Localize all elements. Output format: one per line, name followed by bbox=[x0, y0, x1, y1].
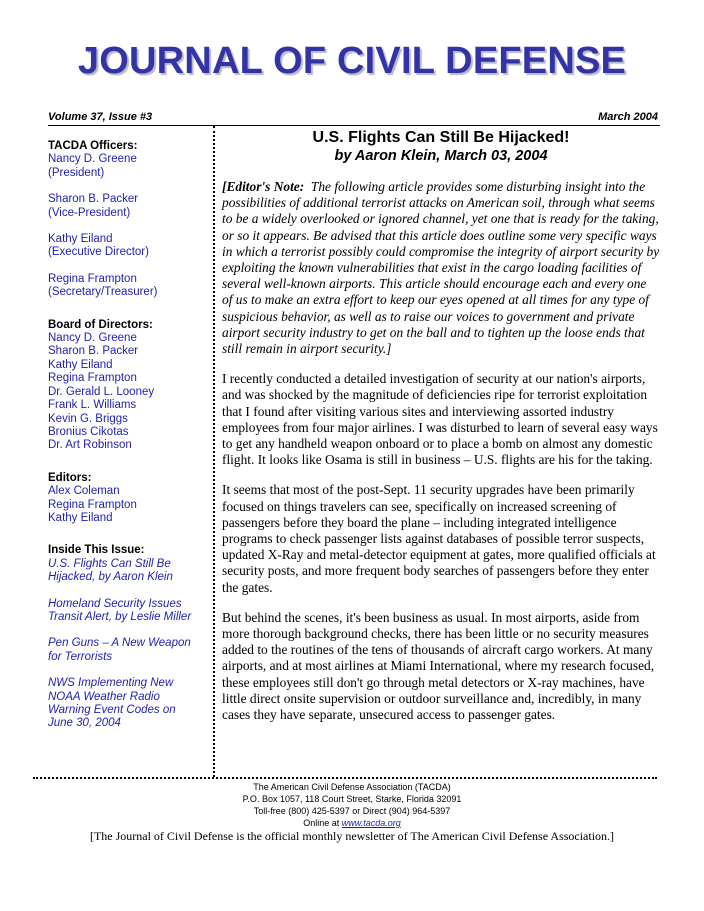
footer-phone: Toll-free (800) 425-5397 or Direct (904) 964-5397 bbox=[253, 806, 451, 816]
footer bbox=[0, 781, 704, 829]
inside-link-pen-guns[interactable]: Pen Guns – A New Weapon for Terrorists bbox=[48, 637, 191, 663]
officer-name: Sharon B. Packer bbox=[48, 193, 139, 206]
board-member: Kevin G. Briggs bbox=[48, 412, 128, 425]
officer-name: Regina Frampton bbox=[48, 272, 137, 285]
inside-link-nws-codes[interactable]: NWS Implementing New NOAA Weather Radio Warning Event Codes on June 30, 2004 bbox=[48, 677, 176, 730]
editor-note-label: [Editor's Note: bbox=[222, 179, 305, 194]
board-member: Regina Frampton bbox=[48, 372, 137, 385]
masthead-title: JOURNAL OF CIVIL DEFENSE bbox=[77, 40, 627, 82]
editor-name: Regina Frampton bbox=[48, 498, 137, 511]
officer-name: Kathy Eiland bbox=[48, 233, 113, 246]
volume-issue: Volume 37, Issue #3 bbox=[48, 111, 153, 123]
sidebar bbox=[48, 140, 208, 731]
inside-link-transit-alert[interactable]: Homeland Security Issues Transit Alert, by Leslie Miller bbox=[48, 597, 192, 623]
board-member: Kathy Eiland bbox=[48, 358, 113, 371]
article-title: U.S. Flights Can Still Be Hijacked! bbox=[312, 129, 570, 146]
article-paragraph: I recently conducted a detailed investigation of security at our nation's airports, and was shocked by the magnitude of deficiencies ripe for terrorist exploitation that I found after visiting various sites and interviewing assorted industry employees from four major airlines. I was disturbed to learn of several easy ways to get any handheld weapon onboard or to place a bomb on almost any domestic flight. It looks like Osama is still in business – U.S. flights are his for the taking. bbox=[222, 371, 658, 468]
newsletter-tagline: [The Journal of Civil Defense is the official monthly newsletter of The American Civil Defense Association.] bbox=[89, 829, 615, 843]
editor-name: Kathy Eiland bbox=[48, 511, 113, 524]
board-member: Bronius Cikotas bbox=[48, 425, 129, 438]
officers-heading: TACDA Officers: bbox=[48, 140, 138, 152]
inside-link-hijacked[interactable]: U.S. Flights Can Still Be Hijacked, by Aaron Klein bbox=[48, 557, 173, 584]
officer-role: (President) bbox=[48, 166, 105, 179]
editors-heading: Editors: bbox=[48, 471, 92, 484]
footer-address: P.O. Box 1057, 118 Court Street, Starke, Florida 32091 bbox=[242, 794, 462, 804]
article-paragraph: But behind the scenes, it's been business as usual. In most airports, aside from more thorough background checks, there has been little or no security measures added to the routines of the tens of thousands of aircraft cargo workers. At many airports, and at most airlines at Miami International, where my research focused, these employees still don't go through metal detectors or X-ray machines, have little direct onsite supervision or outdoor surveillance and, incredibly, in many cases they have separate, unsecured access to passenger gates. bbox=[222, 609, 655, 723]
editor-name: Alex Coleman bbox=[48, 485, 120, 498]
footer-online bbox=[0, 817, 704, 829]
board-heading: Board of Directors: bbox=[48, 318, 153, 331]
footer-divider bbox=[33, 777, 657, 779]
footer-org: The American Civil Defense Association (TACDA) bbox=[253, 782, 451, 792]
board-member: Nancy D. Greene bbox=[48, 332, 137, 345]
board-member: Frank L. Williams bbox=[48, 399, 137, 412]
officer-name: Nancy D. Greene bbox=[48, 153, 137, 166]
officer-role: (Vice-President) bbox=[48, 206, 131, 219]
column-divider bbox=[213, 126, 215, 777]
editor-note bbox=[222, 179, 660, 357]
officer-role: (Secretary/Treasurer) bbox=[48, 286, 158, 299]
issue-bar bbox=[48, 111, 660, 126]
article-paragraph: It seems that most of the post-Sept. 11 security upgrades have been primarily focused on things travelers can see, specifically on increased screening of passengers before they board the plane – including integrated intelligence programs to check passenger lists against databases of possible terror suspects, updated X-Ray and metal-detector equipment at gates, more qualified officials at security posts, and more frequent body searches of passengers before they enter the gates. bbox=[222, 482, 656, 595]
footer-online-label: Online at bbox=[303, 818, 340, 828]
board-member: Sharon B. Packer bbox=[48, 345, 139, 358]
article bbox=[222, 126, 660, 723]
officer-role: (Executive Director) bbox=[48, 246, 149, 259]
board-member: Dr. Gerald L. Looney bbox=[48, 385, 155, 398]
article-byline: by Aaron Klein, March 03, 2004 bbox=[334, 148, 548, 164]
website-link[interactable]: www.tacda.org bbox=[341, 818, 401, 828]
issue-date: March 2004 bbox=[598, 111, 658, 123]
board-member: Dr. Art Robinson bbox=[48, 439, 132, 452]
editor-note-text: The following article provides some disturbing insight into the possibilities of additional terrorist attacks on American soil, through what seems to be a widely overlooked or ignored channel, yet one that is ready for the taking, or so it appears. Be advised that this article does outline some very specific ways in which a terrorist possibly could compromise the integrity of airport security by exploiting the known vulnerabilities that exist in the cargo loading facilities of several well-known airports. This article should encourage each and every one of us to make an extra effort to keep our eyes opened at all times for any type of suspicious behavior, as well as to raise our voices to government and private airport security industry to get on the ball and to tighten up the loose ends that still remain in airport security.] bbox=[222, 179, 660, 357]
inside-heading: Inside This Issue: bbox=[48, 544, 145, 557]
